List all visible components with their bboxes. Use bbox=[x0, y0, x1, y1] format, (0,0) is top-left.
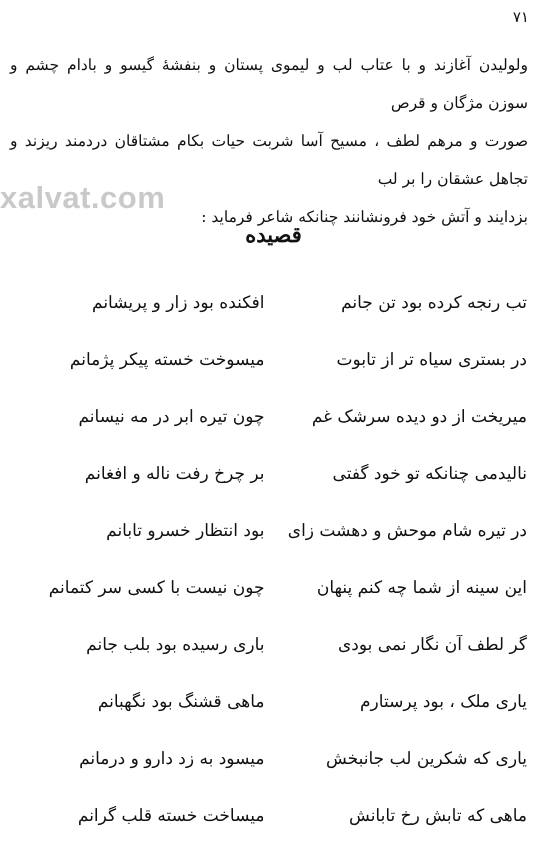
watermark: xalvat.com bbox=[0, 180, 166, 215]
first-hemistich: در تیره شام موحش و دهشت زای bbox=[287, 520, 527, 541]
page-number: ۷۱ bbox=[512, 8, 529, 26]
first-hemistich: میریخت از دو دیده سرشک غم bbox=[311, 406, 527, 427]
first-hemistich: ماهی که تابش رخ تابانش bbox=[349, 805, 527, 826]
second-hemistich: افکنده بود زار و پریشانم bbox=[92, 292, 265, 313]
couplet bbox=[10, 673, 535, 730]
first-hemistich: نالیدمی چنانکه تو خود گفتی bbox=[332, 463, 527, 484]
first-hemistich: تب رنجه کرده بود تن جانم bbox=[341, 292, 527, 313]
second-hemistich: بود انتظار خسرو تابانم bbox=[106, 520, 265, 541]
first-hemistich: یاری ملک ، بود پرستارم bbox=[360, 691, 527, 712]
poem-body bbox=[10, 274, 535, 844]
intro-line: بزدایند و آتش خود فرونشانند چنانکه شاعر فرماید : bbox=[201, 208, 528, 226]
couplet bbox=[10, 559, 535, 616]
first-hemistich: گر لطف آن نگار نمی بودی bbox=[337, 634, 527, 655]
couplet bbox=[10, 616, 535, 673]
second-hemistich: ماهی قشنگ بود نگهبانم bbox=[97, 691, 265, 712]
second-hemistich: باری رسیده بود بلب جانم bbox=[86, 634, 265, 655]
poem-title: قصیده bbox=[245, 222, 302, 247]
couplet bbox=[10, 787, 535, 844]
intro-line: صورت و مرهم لطف ، مسیح آسا شربت حیات بکام مشتاقان دردمند ریزند و تجاهل عشقان را بر لب bbox=[10, 132, 528, 188]
couplet bbox=[10, 730, 535, 787]
second-hemistich: چون تیره ابر در مه نیسانم bbox=[78, 406, 265, 427]
second-hemistich: میسود به زد دارو و درمانم bbox=[79, 748, 265, 769]
second-hemistich: میساخت خسته قلب گرانم bbox=[77, 805, 265, 826]
intro-line: ولولیدن آغازند و با عتاب لب و لیموی پستان و بنفشهٔ گیسو و بادام چشم و سوزن مژگان و قرص bbox=[10, 56, 528, 112]
first-hemistich: این سینه از شما چه کنم پنهان bbox=[316, 577, 527, 598]
second-hemistich: بر چرخ رفت ناله و افغانم bbox=[84, 463, 265, 484]
couplet bbox=[10, 445, 535, 502]
couplet bbox=[10, 331, 535, 388]
couplet bbox=[10, 502, 535, 559]
couplet bbox=[10, 274, 535, 331]
first-hemistich: در بستری سیاه تر از تابوت bbox=[336, 349, 527, 370]
first-hemistich: یاری که شکرین لب جانبخش bbox=[325, 748, 527, 769]
second-hemistich: چون نیست با کسی سر کتمانم bbox=[48, 577, 265, 598]
second-hemistich: میسوخت خسته پیکر پژمانم bbox=[69, 349, 265, 370]
couplet bbox=[10, 388, 535, 445]
